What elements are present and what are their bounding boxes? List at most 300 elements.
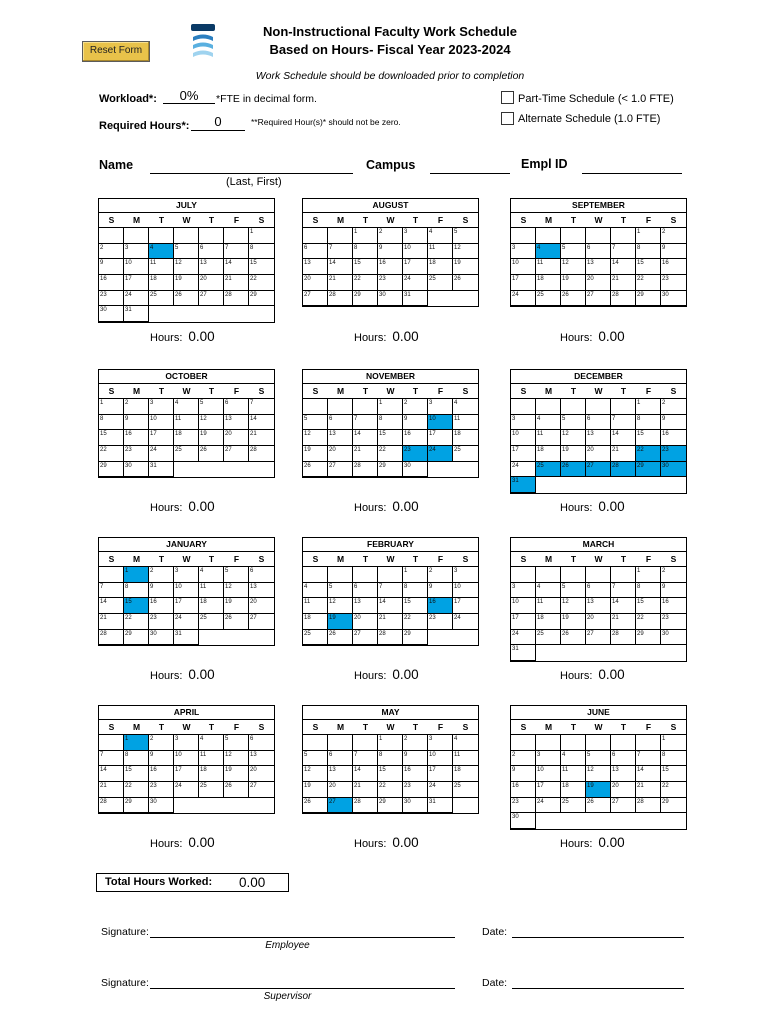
supervisor-signature-field[interactable] (150, 975, 455, 989)
day-cell[interactable]: 7 (378, 583, 403, 599)
day-cell[interactable]: 28 (99, 798, 124, 814)
day-cell[interactable]: 11 (303, 598, 328, 614)
day-cell[interactable]: 13 (353, 598, 378, 614)
day-cell[interactable]: 1 (661, 735, 686, 751)
day-cell[interactable]: 18 (428, 259, 453, 275)
day-cell[interactable]: 3 (174, 567, 199, 583)
day-cell[interactable]: 11 (453, 751, 478, 767)
day-cell[interactable]: 13 (303, 259, 328, 275)
day-cell[interactable]: 5 (561, 583, 586, 599)
day-cell[interactable]: 23 (661, 275, 686, 291)
day-cell[interactable]: 9 (428, 583, 453, 599)
day-cell[interactable]: 6 (303, 244, 328, 260)
parttime-checkbox[interactable] (501, 91, 514, 104)
day-cell[interactable]: 19 (224, 766, 249, 782)
day-cell[interactable]: 18 (199, 766, 224, 782)
day-cell[interactable]: 12 (561, 259, 586, 275)
day-cell[interactable]: 5 (174, 244, 199, 260)
day-cell[interactable]: 31 (124, 306, 149, 322)
day-cell[interactable]: 13 (611, 766, 636, 782)
day-cell[interactable]: 10 (428, 751, 453, 767)
day-cell[interactable]: 15 (124, 766, 149, 782)
day-cell[interactable]: 3 (428, 399, 453, 415)
day-cell[interactable]: 24 (453, 614, 478, 630)
day-cell[interactable]: 22 (353, 275, 378, 291)
day-cell[interactable]: 18 (536, 614, 561, 630)
day-cell[interactable]: 24 (174, 782, 199, 798)
day-cell[interactable]: 21 (353, 446, 378, 462)
day-cell[interactable]: 13 (249, 583, 274, 599)
day-cell[interactable]: 27 (199, 291, 224, 307)
day-cell[interactable]: 5 (586, 751, 611, 767)
day-cell[interactable]: 29 (124, 630, 149, 646)
day-cell[interactable]: 1 (124, 567, 149, 583)
day-cell[interactable]: 28 (353, 462, 378, 478)
day-cell[interactable]: 17 (536, 782, 561, 798)
day-cell[interactable]: 9 (661, 244, 686, 260)
day-cell[interactable]: 3 (511, 415, 536, 431)
day-cell[interactable]: 27 (611, 798, 636, 814)
day-cell[interactable]: 24 (174, 614, 199, 630)
day-cell[interactable]: 20 (353, 614, 378, 630)
day-cell[interactable]: 27 (328, 798, 353, 814)
day-cell[interactable]: 1 (636, 228, 661, 244)
day-cell[interactable]: 21 (636, 782, 661, 798)
day-cell[interactable]: 28 (99, 630, 124, 646)
day-cell[interactable]: 9 (403, 751, 428, 767)
day-cell[interactable]: 20 (586, 275, 611, 291)
day-cell[interactable]: 25 (561, 798, 586, 814)
day-cell[interactable]: 10 (403, 244, 428, 260)
day-cell[interactable]: 19 (561, 275, 586, 291)
day-cell[interactable]: 23 (661, 614, 686, 630)
day-cell[interactable]: 25 (536, 291, 561, 307)
day-cell[interactable]: 20 (328, 446, 353, 462)
day-cell[interactable]: 7 (353, 415, 378, 431)
day-cell[interactable]: 14 (611, 430, 636, 446)
day-cell[interactable]: 7 (99, 751, 124, 767)
day-cell[interactable]: 14 (353, 766, 378, 782)
day-cell[interactable]: 13 (586, 598, 611, 614)
day-cell[interactable]: 14 (353, 430, 378, 446)
day-cell[interactable]: 9 (511, 766, 536, 782)
day-cell[interactable]: 13 (199, 259, 224, 275)
day-cell[interactable]: 13 (249, 751, 274, 767)
hours-value[interactable]: 0.00 (392, 667, 419, 682)
day-cell[interactable]: 1 (378, 399, 403, 415)
day-cell[interactable]: 27 (328, 462, 353, 478)
day-cell[interactable]: 27 (586, 630, 611, 646)
day-cell[interactable]: 3 (149, 399, 174, 415)
day-cell[interactable]: 28 (249, 446, 274, 462)
day-cell[interactable]: 6 (199, 244, 224, 260)
day-cell[interactable]: 24 (428, 782, 453, 798)
day-cell[interactable]: 31 (511, 477, 536, 493)
day-cell[interactable]: 29 (353, 291, 378, 307)
day-cell[interactable]: 26 (561, 291, 586, 307)
day-cell[interactable]: 7 (611, 583, 636, 599)
day-cell[interactable]: 24 (428, 446, 453, 462)
day-cell[interactable]: 3 (403, 228, 428, 244)
day-cell[interactable]: 2 (661, 567, 686, 583)
day-cell[interactable]: 9 (124, 415, 149, 431)
day-cell[interactable]: 12 (328, 598, 353, 614)
day-cell[interactable]: 26 (174, 291, 199, 307)
day-cell[interactable]: 29 (661, 798, 686, 814)
day-cell[interactable]: 6 (611, 751, 636, 767)
day-cell[interactable]: 4 (303, 583, 328, 599)
day-cell[interactable]: 1 (403, 567, 428, 583)
day-cell[interactable]: 28 (611, 291, 636, 307)
day-cell[interactable]: 1 (636, 567, 661, 583)
day-cell[interactable]: 4 (561, 751, 586, 767)
day-cell[interactable]: 3 (453, 567, 478, 583)
hours-value[interactable]: 0.00 (598, 667, 625, 682)
day-cell[interactable]: 12 (174, 259, 199, 275)
day-cell[interactable]: 23 (661, 446, 686, 462)
day-cell[interactable]: 7 (353, 751, 378, 767)
day-cell[interactable]: 25 (536, 462, 561, 478)
day-cell[interactable]: 27 (586, 462, 611, 478)
day-cell[interactable]: 31 (428, 798, 453, 814)
day-cell[interactable]: 31 (174, 630, 199, 646)
day-cell[interactable]: 25 (149, 291, 174, 307)
day-cell[interactable]: 4 (199, 735, 224, 751)
day-cell[interactable]: 3 (511, 583, 536, 599)
day-cell[interactable]: 26 (224, 614, 249, 630)
day-cell[interactable]: 4 (428, 228, 453, 244)
day-cell[interactable]: 11 (199, 751, 224, 767)
day-cell[interactable]: 18 (149, 275, 174, 291)
day-cell[interactable]: 9 (149, 583, 174, 599)
day-cell[interactable]: 4 (149, 244, 174, 260)
day-cell[interactable]: 30 (149, 798, 174, 814)
day-cell[interactable]: 12 (224, 583, 249, 599)
day-cell[interactable]: 2 (149, 567, 174, 583)
day-cell[interactable]: 29 (124, 798, 149, 814)
day-cell[interactable]: 25 (199, 782, 224, 798)
day-cell[interactable]: 24 (511, 630, 536, 646)
day-cell[interactable]: 23 (149, 782, 174, 798)
day-cell[interactable]: 23 (149, 614, 174, 630)
day-cell[interactable]: 14 (636, 766, 661, 782)
day-cell[interactable]: 26 (224, 782, 249, 798)
day-cell[interactable]: 1 (249, 228, 274, 244)
day-cell[interactable]: 23 (124, 446, 149, 462)
day-cell[interactable]: 26 (303, 462, 328, 478)
day-cell[interactable]: 24 (511, 462, 536, 478)
day-cell[interactable]: 16 (403, 766, 428, 782)
day-cell[interactable]: 5 (561, 415, 586, 431)
day-cell[interactable]: 17 (428, 430, 453, 446)
day-cell[interactable]: 18 (561, 782, 586, 798)
day-cell[interactable]: 28 (353, 798, 378, 814)
day-cell[interactable]: 3 (124, 244, 149, 260)
day-cell[interactable]: 29 (99, 462, 124, 478)
day-cell[interactable]: 15 (378, 430, 403, 446)
day-cell[interactable]: 9 (403, 415, 428, 431)
day-cell[interactable]: 20 (328, 782, 353, 798)
day-cell[interactable]: 4 (453, 735, 478, 751)
day-cell[interactable]: 16 (661, 430, 686, 446)
day-cell[interactable]: 6 (328, 751, 353, 767)
employee-date-field[interactable] (512, 924, 684, 938)
day-cell[interactable]: 7 (611, 244, 636, 260)
day-cell[interactable]: 27 (249, 614, 274, 630)
day-cell[interactable]: 20 (249, 598, 274, 614)
day-cell[interactable]: 17 (124, 275, 149, 291)
day-cell[interactable]: 26 (561, 462, 586, 478)
day-cell[interactable]: 20 (303, 275, 328, 291)
day-cell[interactable]: 22 (403, 614, 428, 630)
day-cell[interactable]: 15 (636, 598, 661, 614)
day-cell[interactable]: 7 (611, 415, 636, 431)
day-cell[interactable]: 20 (199, 275, 224, 291)
day-cell[interactable]: 30 (378, 291, 403, 307)
day-cell[interactable]: 19 (561, 446, 586, 462)
name-field[interactable] (150, 158, 353, 174)
emplid-field[interactable] (582, 158, 682, 174)
day-cell[interactable]: 7 (99, 583, 124, 599)
day-cell[interactable]: 23 (378, 275, 403, 291)
day-cell[interactable]: 1 (636, 399, 661, 415)
day-cell[interactable]: 21 (99, 614, 124, 630)
hours-value[interactable]: 0.00 (598, 329, 625, 344)
day-cell[interactable]: 31 (403, 291, 428, 307)
day-cell[interactable]: 14 (99, 766, 124, 782)
day-cell[interactable]: 21 (99, 782, 124, 798)
day-cell[interactable]: 29 (249, 291, 274, 307)
day-cell[interactable]: 17 (174, 598, 199, 614)
day-cell[interactable]: 28 (378, 630, 403, 646)
day-cell[interactable]: 2 (99, 244, 124, 260)
day-cell[interactable]: 6 (249, 735, 274, 751)
day-cell[interactable]: 24 (149, 446, 174, 462)
day-cell[interactable]: 19 (199, 430, 224, 446)
day-cell[interactable]: 22 (636, 446, 661, 462)
day-cell[interactable]: 21 (611, 446, 636, 462)
day-cell[interactable]: 16 (661, 259, 686, 275)
day-cell[interactable]: 15 (378, 766, 403, 782)
day-cell[interactable]: 22 (636, 614, 661, 630)
day-cell[interactable]: 20 (586, 614, 611, 630)
day-cell[interactable]: 21 (378, 614, 403, 630)
day-cell[interactable]: 23 (403, 782, 428, 798)
day-cell[interactable]: 1 (124, 735, 149, 751)
day-cell[interactable]: 15 (661, 766, 686, 782)
day-cell[interactable]: 28 (611, 630, 636, 646)
day-cell[interactable]: 27 (224, 446, 249, 462)
day-cell[interactable]: 19 (328, 614, 353, 630)
day-cell[interactable]: 10 (511, 430, 536, 446)
day-cell[interactable]: 5 (328, 583, 353, 599)
day-cell[interactable]: 14 (99, 598, 124, 614)
day-cell[interactable]: 18 (174, 430, 199, 446)
day-cell[interactable]: 10 (428, 415, 453, 431)
day-cell[interactable]: 16 (511, 782, 536, 798)
day-cell[interactable]: 25 (453, 446, 478, 462)
day-cell[interactable]: 22 (636, 275, 661, 291)
day-cell[interactable]: 5 (224, 735, 249, 751)
day-cell[interactable]: 30 (661, 630, 686, 646)
day-cell[interactable]: 18 (199, 598, 224, 614)
day-cell[interactable]: 17 (453, 598, 478, 614)
day-cell[interactable]: 2 (403, 735, 428, 751)
day-cell[interactable]: 6 (586, 583, 611, 599)
day-cell[interactable]: 17 (511, 614, 536, 630)
day-cell[interactable]: 11 (536, 430, 561, 446)
day-cell[interactable]: 8 (636, 415, 661, 431)
day-cell[interactable]: 8 (249, 244, 274, 260)
hours-value[interactable]: 0.00 (392, 499, 419, 514)
day-cell[interactable]: 2 (511, 751, 536, 767)
day-cell[interactable]: 19 (561, 614, 586, 630)
supervisor-date-field[interactable] (512, 975, 684, 989)
day-cell[interactable]: 16 (99, 275, 124, 291)
day-cell[interactable]: 29 (636, 462, 661, 478)
day-cell[interactable]: 28 (636, 798, 661, 814)
day-cell[interactable]: 27 (303, 291, 328, 307)
day-cell[interactable]: 29 (636, 291, 661, 307)
day-cell[interactable]: 12 (586, 766, 611, 782)
day-cell[interactable]: 15 (636, 430, 661, 446)
day-cell[interactable]: 23 (403, 446, 428, 462)
day-cell[interactable]: 15 (99, 430, 124, 446)
day-cell[interactable]: 4 (536, 415, 561, 431)
day-cell[interactable]: 29 (403, 630, 428, 646)
day-cell[interactable]: 18 (536, 275, 561, 291)
day-cell[interactable]: 10 (174, 583, 199, 599)
day-cell[interactable]: 13 (224, 415, 249, 431)
day-cell[interactable]: 25 (536, 630, 561, 646)
day-cell[interactable]: 11 (561, 766, 586, 782)
day-cell[interactable]: 3 (536, 751, 561, 767)
day-cell[interactable]: 22 (124, 614, 149, 630)
day-cell[interactable]: 8 (403, 583, 428, 599)
day-cell[interactable]: 30 (403, 462, 428, 478)
day-cell[interactable]: 7 (328, 244, 353, 260)
day-cell[interactable]: 26 (586, 798, 611, 814)
day-cell[interactable]: 19 (303, 446, 328, 462)
day-cell[interactable]: 17 (149, 430, 174, 446)
day-cell[interactable]: 4 (174, 399, 199, 415)
day-cell[interactable]: 3 (428, 735, 453, 751)
day-cell[interactable]: 24 (536, 798, 561, 814)
day-cell[interactable]: 29 (378, 462, 403, 478)
day-cell[interactable]: 9 (661, 583, 686, 599)
day-cell[interactable]: 11 (199, 583, 224, 599)
day-cell[interactable]: 19 (453, 259, 478, 275)
day-cell[interactable]: 2 (403, 399, 428, 415)
day-cell[interactable]: 12 (561, 430, 586, 446)
day-cell[interactable]: 6 (328, 415, 353, 431)
day-cell[interactable]: 19 (174, 275, 199, 291)
hours-value[interactable]: 0.00 (598, 499, 625, 514)
day-cell[interactable]: 19 (586, 782, 611, 798)
hours-value[interactable]: 0.00 (188, 667, 215, 682)
day-cell[interactable]: 5 (224, 567, 249, 583)
day-cell[interactable]: 20 (611, 782, 636, 798)
day-cell[interactable]: 13 (328, 766, 353, 782)
day-cell[interactable]: 14 (611, 598, 636, 614)
day-cell[interactable]: 16 (403, 430, 428, 446)
day-cell[interactable]: 6 (224, 399, 249, 415)
day-cell[interactable]: 5 (199, 399, 224, 415)
day-cell[interactable]: 1 (99, 399, 124, 415)
day-cell[interactable]: 21 (249, 430, 274, 446)
day-cell[interactable]: 10 (511, 598, 536, 614)
day-cell[interactable]: 23 (428, 614, 453, 630)
day-cell[interactable]: 27 (249, 782, 274, 798)
day-cell[interactable]: 31 (149, 462, 174, 478)
day-cell[interactable]: 2 (378, 228, 403, 244)
day-cell[interactable]: 7 (249, 399, 274, 415)
day-cell[interactable]: 16 (428, 598, 453, 614)
day-cell[interactable]: 8 (636, 244, 661, 260)
day-cell[interactable]: 6 (586, 415, 611, 431)
day-cell[interactable]: 12 (303, 766, 328, 782)
day-cell[interactable]: 26 (303, 798, 328, 814)
day-cell[interactable]: 14 (224, 259, 249, 275)
day-cell[interactable]: 25 (428, 275, 453, 291)
day-cell[interactable]: 16 (149, 598, 174, 614)
day-cell[interactable]: 9 (661, 415, 686, 431)
day-cell[interactable]: 18 (303, 614, 328, 630)
day-cell[interactable]: 24 (511, 291, 536, 307)
day-cell[interactable]: 15 (403, 598, 428, 614)
day-cell[interactable]: 12 (453, 244, 478, 260)
reset-form-button[interactable]: Reset Form (82, 41, 150, 62)
day-cell[interactable]: 22 (661, 782, 686, 798)
day-cell[interactable]: 9 (378, 244, 403, 260)
day-cell[interactable]: 10 (149, 415, 174, 431)
day-cell[interactable]: 9 (149, 751, 174, 767)
hours-value[interactable]: 0.00 (392, 329, 419, 344)
day-cell[interactable]: 8 (99, 415, 124, 431)
day-cell[interactable]: 19 (303, 782, 328, 798)
day-cell[interactable]: 22 (249, 275, 274, 291)
day-cell[interactable]: 3 (174, 735, 199, 751)
day-cell[interactable]: 21 (328, 275, 353, 291)
day-cell[interactable]: 30 (403, 798, 428, 814)
day-cell[interactable]: 22 (378, 782, 403, 798)
day-cell[interactable]: 1 (378, 735, 403, 751)
day-cell[interactable]: 28 (611, 462, 636, 478)
day-cell[interactable]: 13 (586, 430, 611, 446)
day-cell[interactable]: 25 (174, 446, 199, 462)
day-cell[interactable]: 17 (428, 766, 453, 782)
day-cell[interactable]: 30 (661, 291, 686, 307)
day-cell[interactable]: 5 (303, 415, 328, 431)
day-cell[interactable]: 14 (378, 598, 403, 614)
day-cell[interactable]: 29 (636, 630, 661, 646)
day-cell[interactable]: 11 (536, 259, 561, 275)
day-cell[interactable]: 18 (536, 446, 561, 462)
day-cell[interactable]: 22 (124, 782, 149, 798)
hours-value[interactable]: 0.00 (188, 499, 215, 514)
day-cell[interactable]: 15 (353, 259, 378, 275)
day-cell[interactable]: 17 (511, 446, 536, 462)
required-hours-field[interactable] (191, 114, 245, 131)
day-cell[interactable]: 21 (611, 275, 636, 291)
day-cell[interactable]: 10 (536, 766, 561, 782)
day-cell[interactable]: 20 (586, 446, 611, 462)
workload-field[interactable] (163, 88, 215, 104)
day-cell[interactable]: 21 (353, 782, 378, 798)
alternate-checkbox[interactable] (501, 112, 514, 125)
day-cell[interactable]: 11 (536, 598, 561, 614)
hours-value[interactable]: 0.00 (188, 835, 215, 850)
